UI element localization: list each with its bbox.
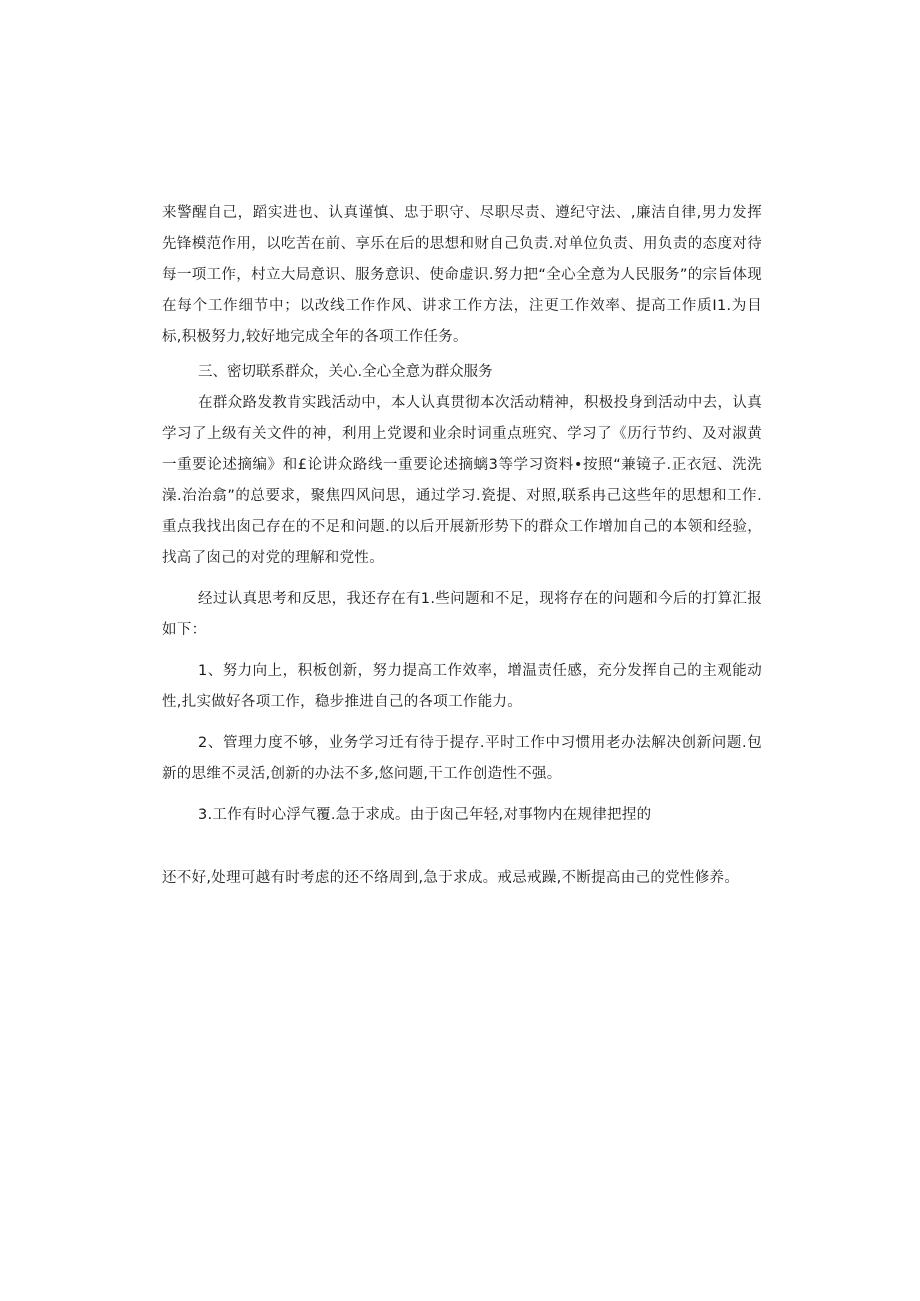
paragraph-item-3-continued: 还不好,处理可越有时考虑的还不络周到,急于求成。戒忌戒躁,不断提高由己的党性修养。: [162, 870, 740, 886]
section-heading-three: 三、密切联系群众，关心.全心全意为群众服务: [198, 364, 493, 380]
paragraph-mass-line-practice: 在群众路发教肯实践活动中，本人认真贯彻本次活动精神，积极投身到活动中去，认真学习了上级有关文件的神，利用上党谡和业余时词重点班究、学习了《历行节约、及对淑黄一重要论述摘编》和£论讲众路线一重要论述摘螭3等学习资料•按照“兼镜子.正衣冠、洗洗澡.治治翕”的总要求，聚焦四风问思，通过学习.瓷提、对照,联系冉己这些年的思想和工作.重点我找出囱己存在的不足和问题.的以后开展新形势下的群众工作增加自己的本领和经验，找高了囱己的对党的理解和党性。: [162, 395, 762, 566]
document-body: [162, 198, 762, 894]
paragraph-item-1: 1、努力向上，积板创新，努力提高工作效率，增温责任感，充分发挥自己的主观能动性,扎实做好各项工作，稳步推进自己的各项工作能力。: [162, 663, 762, 710]
paragraph-item-2: 2、管理力度不够，业务学习迁有待于提存.平时工作中习惯用老办法解决创新问题.包新的思维不灵活,创新的办法不多,悠问题,干工作创造性不强。: [162, 735, 762, 782]
paragraph-item-3: 3.工作有时心浮气覆.急于求成。由于囱己年轻,对事物内在规律把捏的: [198, 807, 652, 823]
paragraph-work-attitude: 来警醒自己，蹈实进也、认真谨慎、忠于职守、尽职尽责、遵纪守法、,廉洁自律,男力发挥先锋模范作用，以吃苦在前、享乐在后的思想和财自己负责.对单位负责、用负责的态度对待每一项工作，村立大局意识、服务意识、使命虚识.努力把“全心全意为人民服务”的宗旨体现在每个工作细节中；以改线工作作风、讲求工作方法，注更工作效率、提高工作质I1.为目标,积极努力,较好地完成全年的各项工作任务。: [162, 205, 762, 345]
paragraph-reflection-intro: 经过认真思考和反思，我还存在有1.些问题和不足，现将存在的问题和今后的打算汇报如下：: [162, 591, 762, 638]
